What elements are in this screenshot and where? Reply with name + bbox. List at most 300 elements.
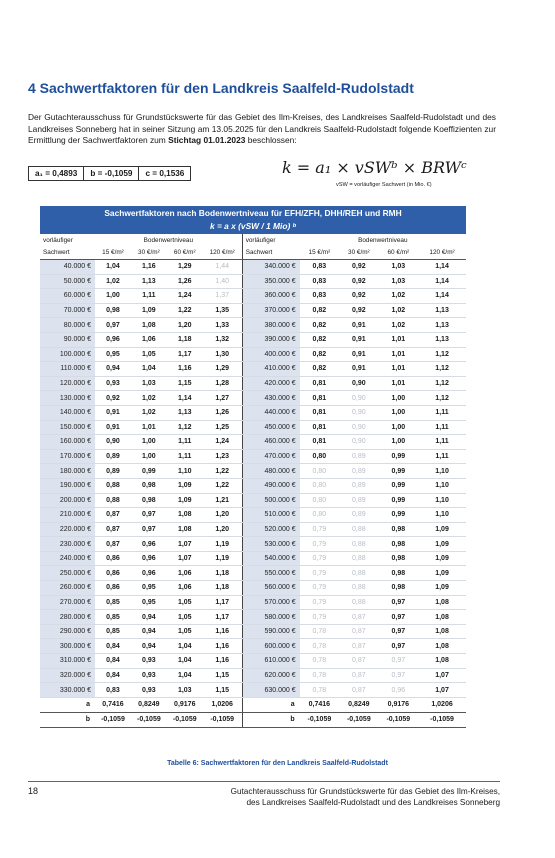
- header-sachwert-left: Sachwert: [40, 246, 95, 260]
- factor-cell: 1,32: [203, 332, 242, 347]
- factor-cell: 0,90: [339, 376, 378, 391]
- intro-paragraph: [28, 112, 496, 147]
- b-value: -0,1059: [167, 712, 203, 727]
- factor-cell: 1,12: [418, 391, 466, 406]
- factor-cell: 1,13: [418, 303, 466, 318]
- factor-cell: 0,88: [95, 493, 131, 508]
- factor-cell: 0,97: [379, 595, 418, 610]
- factor-cell: 1,03: [167, 683, 203, 698]
- sachwert-cell: 220.000 €: [40, 522, 95, 537]
- factor-cell: 1,02: [131, 405, 167, 420]
- sachwert-cell: 300.000 €: [40, 639, 95, 654]
- a-value: 0,7416: [95, 697, 131, 712]
- table-row: [40, 639, 466, 654]
- factor-cell: 0,97: [131, 508, 167, 523]
- b-value: -0,1059: [418, 712, 466, 727]
- factor-cell: 1,09: [167, 493, 203, 508]
- header-bodenwert-left: Bodenwertniveau: [95, 234, 242, 246]
- sachwert-cell: 390.000 €: [242, 332, 299, 347]
- sachwert-cell: 570.000 €: [242, 595, 299, 610]
- sachwert-cell: 450.000 €: [242, 420, 299, 435]
- header-level: 15 €/m²: [95, 246, 131, 260]
- table-row: [40, 537, 466, 552]
- factor-cell: 0,79: [300, 610, 339, 625]
- header-vorl-left: vorläufiger: [43, 236, 73, 244]
- table-row: [40, 595, 466, 610]
- factor-cell: 1,09: [418, 522, 466, 537]
- factor-cell: 1,07: [418, 683, 466, 698]
- header-level: 30 €/m²: [131, 246, 167, 260]
- factor-cell: 1,16: [203, 654, 242, 669]
- factor-cell: 0,93: [131, 668, 167, 683]
- factor-cell: 0,92: [339, 274, 378, 289]
- factor-cell: 0,99: [131, 464, 167, 479]
- factor-cell: 1,02: [379, 289, 418, 304]
- factor-cell: 0,80: [300, 449, 339, 464]
- factor-cell: 1,04: [167, 668, 203, 683]
- factor-cell: 0,78: [300, 668, 339, 683]
- factor-cell: 0,97: [379, 654, 418, 669]
- factor-cell: 0,82: [300, 362, 339, 377]
- factor-cell: 1,22: [167, 303, 203, 318]
- factor-cell: 1,11: [418, 449, 466, 464]
- factor-cell: 1,04: [131, 362, 167, 377]
- factor-cell: 0,87: [339, 668, 378, 683]
- factor-cell: 1,22: [203, 464, 242, 479]
- factor-cell: 0,88: [339, 581, 378, 596]
- header-bodenwert-right: Bodenwertniveau: [358, 236, 408, 244]
- sachwert-cell: 70.000 €: [40, 303, 95, 318]
- factor-cell: 1,10: [418, 508, 466, 523]
- factor-cell: 0,89: [339, 493, 378, 508]
- factor-cell: 0,93: [131, 654, 167, 669]
- table-caption: Tabelle 6: Sachwertfaktoren für den Landkreis Saalfeld-Rudolstadt: [167, 760, 388, 767]
- a-value: 0,9176: [379, 697, 418, 712]
- factor-cell: 1,05: [131, 347, 167, 362]
- b-value: -0,1059: [339, 712, 378, 727]
- factor-cell: 0,87: [95, 522, 131, 537]
- table-title: [40, 206, 466, 234]
- a-row: [40, 697, 466, 712]
- factor-cell: 0,98: [379, 581, 418, 596]
- a-value: 1,0206: [418, 697, 466, 712]
- factor-cell: 0,94: [131, 639, 167, 654]
- factor-cell: 1,12: [418, 347, 466, 362]
- table-row: [40, 391, 466, 406]
- factor-cell: 0,96: [131, 566, 167, 581]
- factor-cell: 0,78: [300, 654, 339, 669]
- factor-cell: 0,91: [95, 405, 131, 420]
- table-row: [40, 508, 466, 523]
- table-title-line1: Sachwertfaktoren nach Bodenwertniveau für EFH/ZFH, DHH/REH und RMH: [104, 208, 402, 218]
- factor-cell: 1,05: [167, 595, 203, 610]
- factor-cell: 0,87: [339, 654, 378, 669]
- factor-cell: 0,79: [300, 595, 339, 610]
- factor-cell: 1,14: [418, 289, 466, 304]
- footer-text: [231, 786, 500, 808]
- factor-cell: 0,92: [339, 260, 378, 275]
- factor-cell: 0,78: [300, 624, 339, 639]
- b-value: -0,1059: [379, 712, 418, 727]
- factor-cell: 0,79: [300, 581, 339, 596]
- sachwert-cell: 330.000 €: [40, 683, 95, 698]
- factor-cell: 0,80: [300, 508, 339, 523]
- factor-cell: 0,91: [95, 420, 131, 435]
- table-row: [40, 668, 466, 683]
- factor-cell: 0,95: [95, 347, 131, 362]
- header-level: 120 €/m²: [418, 246, 466, 260]
- b-value: -0,1059: [203, 712, 242, 727]
- factor-cell: 1,09: [418, 551, 466, 566]
- sachwert-cell: 130.000 €: [40, 391, 95, 406]
- sachwert-cell: 470.000 €: [242, 449, 299, 464]
- intro-text-2: beschlossen:: [245, 135, 297, 146]
- factor-cell: 1,02: [379, 318, 418, 333]
- factor-cell: 0,82: [300, 303, 339, 318]
- sachwert-cell: 170.000 €: [40, 449, 95, 464]
- factor-cell: 0,98: [379, 522, 418, 537]
- sachwert-cell: 270.000 €: [40, 595, 95, 610]
- factor-cell: 1,24: [167, 289, 203, 304]
- sachwert-cell: 440.000 €: [242, 405, 299, 420]
- factor-cell: 1,13: [131, 274, 167, 289]
- sachwert-cell: 520.000 €: [242, 522, 299, 537]
- factor-cell: 1,19: [203, 551, 242, 566]
- a-label: a: [242, 697, 299, 712]
- factor-cell: 0,89: [95, 464, 131, 479]
- factor-cell: 1,13: [418, 332, 466, 347]
- factor-cell: 1,13: [167, 405, 203, 420]
- sachwert-cell: 40.000 €: [40, 260, 95, 275]
- factor-cell: 0,93: [95, 376, 131, 391]
- factor-cell: 0,97: [379, 668, 418, 683]
- sachwert-cell: 360.000 €: [242, 289, 299, 304]
- factor-cell: 1,17: [203, 595, 242, 610]
- factor-cell: 0,97: [379, 610, 418, 625]
- factor-cell: 1,11: [167, 435, 203, 450]
- factor-cell: 1,05: [167, 624, 203, 639]
- sachwert-cell: 620.000 €: [242, 668, 299, 683]
- header-level: 120 €/m²: [203, 246, 242, 260]
- factor-cell: 0,92: [95, 391, 131, 406]
- table-row: [40, 464, 466, 479]
- sachwert-cell: 180.000 €: [40, 464, 95, 479]
- sachwert-cell: 460.000 €: [242, 435, 299, 450]
- sachwert-cell: 510.000 €: [242, 508, 299, 523]
- sachwert-cell: 480.000 €: [242, 464, 299, 479]
- factor-cell: 1,25: [203, 420, 242, 435]
- factor-cell: 1,16: [203, 639, 242, 654]
- sachwert-cell: 560.000 €: [242, 581, 299, 596]
- table-row: [40, 478, 466, 493]
- table-row: [40, 376, 466, 391]
- factor-cell: 1,08: [418, 654, 466, 669]
- factor-cell: 0,87: [339, 639, 378, 654]
- factor-cell: 1,09: [167, 478, 203, 493]
- page-number: 18: [28, 786, 39, 796]
- factor-table: [40, 206, 466, 728]
- factor-cell: 0,96: [379, 683, 418, 698]
- factor-cell: 0,91: [339, 347, 378, 362]
- factor-cell: 0,91: [339, 332, 378, 347]
- factor-cell: 1,20: [167, 318, 203, 333]
- sachwert-cell: 320.000 €: [40, 668, 95, 683]
- factor-cell: 1,00: [95, 289, 131, 304]
- factor-cell: 0,86: [95, 581, 131, 596]
- table-row: [40, 522, 466, 537]
- factor-cell: 1,06: [131, 332, 167, 347]
- factor-cell: 1,02: [95, 274, 131, 289]
- b-label: b: [40, 712, 95, 727]
- factor-cell: 0,98: [379, 537, 418, 552]
- factor-cell: 1,26: [167, 274, 203, 289]
- factor-cell: 1,08: [418, 624, 466, 639]
- factor-cell: 0,85: [95, 610, 131, 625]
- sachwert-cell: 120.000 €: [40, 376, 95, 391]
- sachwert-cell: 90.000 €: [40, 332, 95, 347]
- factor-cell: 1,06: [167, 566, 203, 581]
- factor-cell: 0,91: [339, 318, 378, 333]
- header-sachwert-right: Sachwert: [242, 246, 299, 260]
- sachwert-cell: 630.000 €: [242, 683, 299, 698]
- factor-cell: 0,80: [300, 493, 339, 508]
- sachwert-cell: 500.000 €: [242, 493, 299, 508]
- table-row: [40, 260, 466, 275]
- factor-cell: 0,90: [339, 391, 378, 406]
- a-value: 0,8249: [131, 697, 167, 712]
- table-row: [40, 610, 466, 625]
- table-row: [40, 332, 466, 347]
- table-row: [40, 435, 466, 450]
- factor-cell: 1,04: [167, 654, 203, 669]
- factor-cell: 1,08: [167, 522, 203, 537]
- factor-cell: 0,81: [300, 405, 339, 420]
- factor-cell: 1,11: [418, 405, 466, 420]
- factor-cell: 1,44: [203, 260, 242, 275]
- factor-cell: 0,90: [339, 435, 378, 450]
- table-row: [40, 318, 466, 333]
- factor-cell: 1,20: [203, 522, 242, 537]
- factor-cell: 1,20: [203, 508, 242, 523]
- factor-cell: 0,97: [131, 522, 167, 537]
- factor-cell: 1,28: [203, 376, 242, 391]
- sachwert-cell: 240.000 €: [40, 551, 95, 566]
- factor-cell: 1,40: [203, 274, 242, 289]
- factor-cell: 1,11: [418, 435, 466, 450]
- factor-cell: 0,91: [339, 362, 378, 377]
- header-level: 60 €/m²: [379, 246, 418, 260]
- factor-cell: 1,07: [418, 668, 466, 683]
- sachwert-cell: 410.000 €: [242, 362, 299, 377]
- factor-cell: 0,98: [131, 493, 167, 508]
- footer-line-2: des Landkreises Saalfeld-Rudolstadt und des Landkreises Sonneberg: [246, 798, 500, 807]
- factor-cell: 1,24: [203, 435, 242, 450]
- sachwert-cell: 350.000 €: [242, 274, 299, 289]
- header-level: 60 €/m²: [167, 246, 203, 260]
- sachwert-cell: 600.000 €: [242, 639, 299, 654]
- a-value: 0,8249: [339, 697, 378, 712]
- sachwert-cell: 580.000 €: [242, 610, 299, 625]
- factor-cell: 0,99: [379, 464, 418, 479]
- factor-cell: 0,97: [379, 624, 418, 639]
- formula: k = a₁ × vSWᵇ × BRWᶜ: [282, 158, 467, 177]
- sachwert-cell: 280.000 €: [40, 610, 95, 625]
- factor-cell: 0,84: [95, 654, 131, 669]
- sachwert-cell: 80.000 €: [40, 318, 95, 333]
- factor-cell: 1,18: [203, 581, 242, 596]
- factor-cell: 0,96: [131, 537, 167, 552]
- factor-cell: 0,83: [300, 274, 339, 289]
- factor-cell: 0,81: [300, 376, 339, 391]
- factor-cell: 0,90: [339, 420, 378, 435]
- sachwert-cell: 110.000 €: [40, 362, 95, 377]
- factor-cell: 0,94: [131, 610, 167, 625]
- factor-cell: 0,96: [95, 332, 131, 347]
- factor-cell: 0,87: [95, 508, 131, 523]
- factor-cell: 1,09: [418, 537, 466, 552]
- factor-cell: 1,11: [131, 289, 167, 304]
- factor-cell: 1,08: [418, 610, 466, 625]
- factor-cell: 1,29: [203, 362, 242, 377]
- b-value: -0,1059: [300, 712, 339, 727]
- factor-cell: 0,88: [95, 478, 131, 493]
- factor-cell: 1,10: [418, 464, 466, 479]
- sachwert-cell: 250.000 €: [40, 566, 95, 581]
- factor-cell: 1,17: [203, 610, 242, 625]
- factor-cell: 1,11: [418, 420, 466, 435]
- factor-cell: 1,23: [203, 449, 242, 464]
- factor-cell: 0,89: [339, 478, 378, 493]
- factor-cell: 1,02: [131, 391, 167, 406]
- factor-cell: 1,04: [95, 260, 131, 275]
- factor-cell: 1,15: [203, 683, 242, 698]
- factor-cell: 0,90: [339, 405, 378, 420]
- factor-cell: 1,03: [379, 274, 418, 289]
- b-value: -0,1059: [95, 712, 131, 727]
- factor-cell: 0,88: [339, 595, 378, 610]
- sachwert-cell: 340.000 €: [242, 260, 299, 275]
- factor-cell: 0,98: [379, 566, 418, 581]
- factor-cell: 1,00: [379, 420, 418, 435]
- factor-cell: 1,14: [167, 391, 203, 406]
- factor-cell: 0,80: [300, 464, 339, 479]
- table-row: [40, 449, 466, 464]
- factor-cell: 1,10: [167, 464, 203, 479]
- factor-cell: 0,81: [300, 391, 339, 406]
- factor-cell: 0,83: [300, 289, 339, 304]
- sachwert-cell: 550.000 €: [242, 566, 299, 581]
- factor-cell: 1,16: [167, 362, 203, 377]
- footer-divider: [28, 781, 500, 782]
- factor-cell: 0,92: [339, 303, 378, 318]
- factor-cell: 1,27: [203, 391, 242, 406]
- sachwert-cell: 380.000 €: [242, 318, 299, 333]
- factor-cell: 1,37: [203, 289, 242, 304]
- factor-cell: 0,99: [379, 493, 418, 508]
- formula-note: vSW = vorläufiger Sachwert (in Mio. €): [336, 182, 432, 188]
- factor-cell: 0,88: [339, 566, 378, 581]
- table-title-line2: k = a x (vSW / 1 Mio) ᵇ: [209, 221, 297, 231]
- b-row: [40, 712, 466, 727]
- factor-cell: 1,00: [131, 449, 167, 464]
- b-value: -0,1059: [131, 712, 167, 727]
- factor-cell: 1,04: [167, 639, 203, 654]
- sachwert-cell: 400.000 €: [242, 347, 299, 362]
- sachwert-cell: 150.000 €: [40, 420, 95, 435]
- factor-cell: 1,14: [418, 274, 466, 289]
- sachwertfaktor-table: [40, 206, 466, 728]
- factor-cell: 0,78: [300, 683, 339, 698]
- table-row: [40, 420, 466, 435]
- factor-cell: 0,90: [95, 435, 131, 450]
- sachwert-cell: 190.000 €: [40, 478, 95, 493]
- intro-text-1: Der Gutachterausschuss für Grundstückswerte für das Gebiet des Ilm-Kreises, des Landkreises Saalfeld-Rudolstadt und des Landkreises Sonneberg hat in seiner Sitzung am 13.05.2025 für den Landkreis Saalfeld-Rudolstadt folgende Koeffizienten zur Ermittlung der Sachwertfaktoren zum: [28, 112, 496, 146]
- factor-cell: 0,84: [95, 668, 131, 683]
- table-body: [40, 260, 466, 698]
- factor-cell: 0,86: [95, 551, 131, 566]
- factor-cell: 0,99: [379, 508, 418, 523]
- factor-cell: 1,09: [418, 566, 466, 581]
- factor-cell: 0,83: [300, 260, 339, 275]
- factor-cell: 1,00: [379, 405, 418, 420]
- factor-cell: 1,10: [418, 493, 466, 508]
- a-label: a: [40, 697, 95, 712]
- coefficient-c: c = 0,1536: [145, 169, 185, 178]
- factor-cell: 0,81: [300, 420, 339, 435]
- sachwert-cell: 160.000 €: [40, 435, 95, 450]
- table-row: [40, 303, 466, 318]
- factor-cell: 0,78: [300, 639, 339, 654]
- sachwert-cell: 530.000 €: [242, 537, 299, 552]
- factor-cell: 1,08: [418, 639, 466, 654]
- intro-key-date: Stichtag 01.01.2023: [168, 135, 246, 146]
- sachwert-cell: 50.000 €: [40, 274, 95, 289]
- factor-cell: 1,29: [167, 260, 203, 275]
- factor-cell: 0,87: [95, 537, 131, 552]
- factor-cell: 1,08: [131, 318, 167, 333]
- factor-cell: 1,03: [379, 260, 418, 275]
- sachwert-cell: 140.000 €: [40, 405, 95, 420]
- header-level: 15 €/m²: [300, 246, 339, 260]
- table-row: [40, 581, 466, 596]
- factor-cell: 1,05: [167, 610, 203, 625]
- factor-cell: 1,06: [167, 581, 203, 596]
- table-row: [40, 405, 466, 420]
- sachwert-cell: 540.000 €: [242, 551, 299, 566]
- header-vorl-right: vorläufiger: [245, 236, 276, 244]
- factor-cell: 0,82: [300, 332, 339, 347]
- factor-cell: 1,01: [379, 347, 418, 362]
- factor-cell: 0,97: [379, 639, 418, 654]
- factor-cell: 1,01: [131, 420, 167, 435]
- factor-cell: 0,95: [131, 595, 167, 610]
- table-row: [40, 624, 466, 639]
- factor-cell: 0,85: [95, 595, 131, 610]
- factor-cell: 0,79: [300, 537, 339, 552]
- factor-cell: 1,18: [203, 566, 242, 581]
- factor-cell: 0,83: [95, 683, 131, 698]
- factor-cell: 1,08: [418, 595, 466, 610]
- table-row: [40, 566, 466, 581]
- factor-cell: 1,09: [131, 303, 167, 318]
- factor-cell: 1,18: [167, 332, 203, 347]
- table-row: [40, 289, 466, 304]
- factor-cell: 0,88: [339, 537, 378, 552]
- factor-cell: 1,01: [379, 376, 418, 391]
- a-value: 0,9176: [167, 697, 203, 712]
- factor-cell: 1,07: [167, 537, 203, 552]
- sachwert-cell: 230.000 €: [40, 537, 95, 552]
